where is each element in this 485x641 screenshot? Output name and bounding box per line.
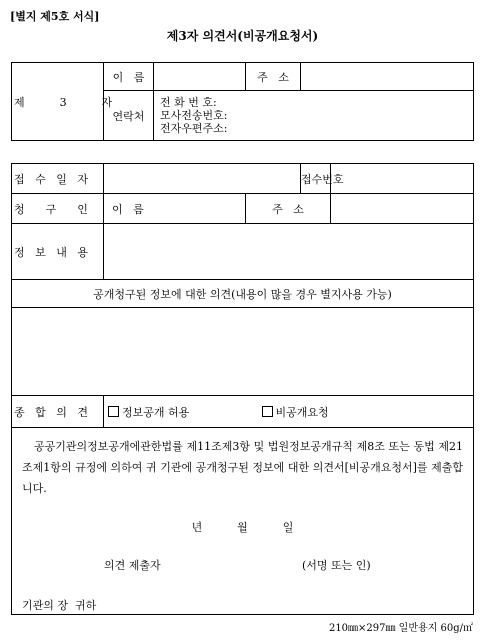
summary-label: 종 합 의 견	[12, 396, 104, 428]
contact-field[interactable]	[154, 91, 474, 141]
contact-label: 연락처	[104, 91, 154, 141]
requester-name-cell[interactable]	[104, 194, 246, 224]
phone-label: 전 화 번 호:	[160, 96, 217, 109]
nondisclose-checkbox[interactable]	[262, 406, 273, 417]
requester-label: 청 구 인	[12, 194, 104, 224]
disclose-checkbox[interactable]	[108, 406, 119, 417]
opinion-field[interactable]	[12, 308, 474, 396]
info-content-field[interactable]	[104, 224, 474, 280]
requester-address-field[interactable]	[331, 194, 474, 224]
signature-label: (서명 또는 인)	[302, 559, 371, 572]
statement-cell	[12, 428, 474, 615]
name-label: 이 름	[104, 63, 154, 91]
paper-spec: 210㎜×297㎜ 일반용지 60g/㎡	[328, 623, 473, 634]
fax-label: 모사전송번호:	[160, 109, 228, 122]
nondisclose-label: 비공개요청	[275, 405, 329, 419]
summary-options	[104, 396, 474, 428]
requester-address-label: 주 소	[246, 194, 331, 224]
third-party-label: 제 3 자	[12, 63, 104, 141]
info-content-label: 정 보 내 용	[12, 224, 104, 280]
disclose-option[interactable]	[108, 404, 258, 420]
request-table	[11, 163, 474, 615]
form-title: 제3자 의견서(비공개요청서)	[166, 29, 319, 43]
addressee: 기관의 장 귀하	[22, 599, 97, 612]
submitter-label: 의견 제출자	[104, 559, 161, 572]
third-party-table	[11, 62, 474, 141]
name-field[interactable]	[154, 63, 246, 91]
address-field[interactable]	[301, 63, 474, 91]
receipt-no-label: 접수번호	[301, 164, 331, 194]
receipt-date-field[interactable]	[104, 164, 301, 194]
opinion-heading: 공개청구된 정보에 대한 의견(내용이 많을 경우 별지사용 가능)	[12, 280, 474, 308]
disclose-label: 정보공개 허용	[122, 405, 190, 419]
nondisclose-option[interactable]	[262, 406, 329, 419]
receipt-date-label: 접 수 일 자	[12, 164, 104, 194]
email-label: 전자우편주소:	[160, 122, 228, 135]
date-line: 년 월 일	[191, 521, 294, 534]
receipt-no-field[interactable]	[331, 164, 474, 194]
requester-name-label: 이 름	[112, 202, 144, 216]
form-number: [별지 제5호 서식]	[10, 10, 100, 23]
address-label: 주 소	[246, 63, 301, 91]
statement-body: 공공기관의정보공개에관한법률 제11조제3항 및 법원정보공개규칙 제8조 또는 동법 제21조제1항의 규정에 의하여 귀 기관에 공개청구된 정보에 대한 의견서[비공개요청서]를 제출합니다.	[22, 440, 464, 495]
